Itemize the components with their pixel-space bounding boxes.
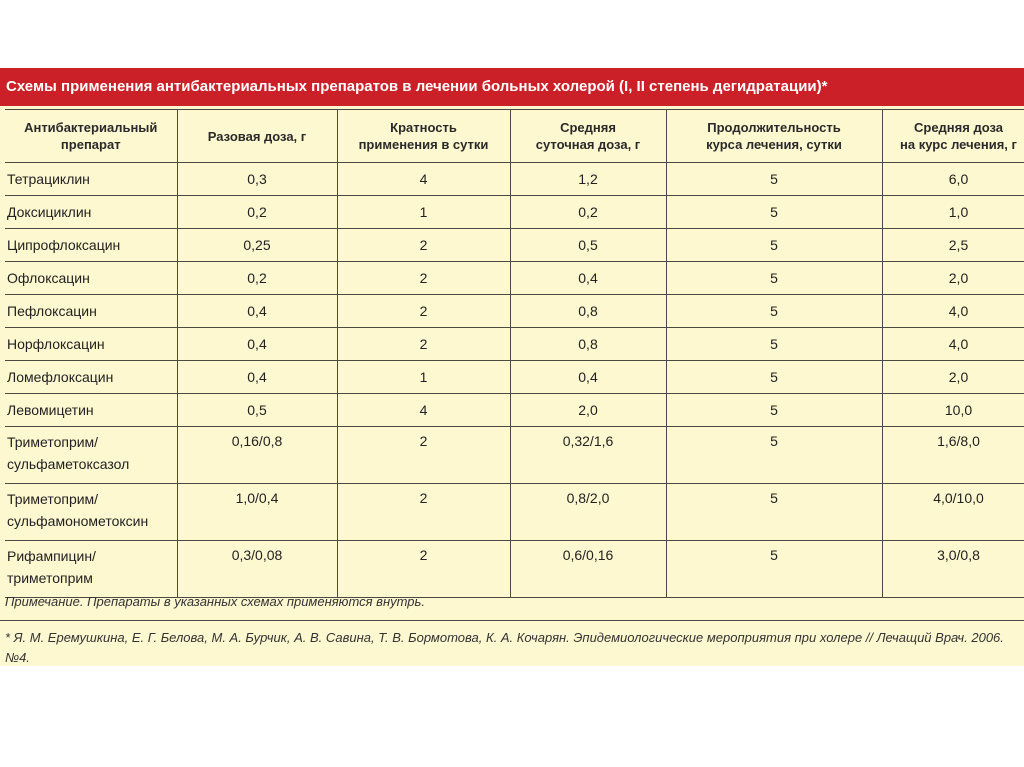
course-dose: 1,6/8,0 [882,427,1024,484]
course-dose: 1,0 [882,196,1024,229]
daily-dose: 0,8 [510,328,666,361]
drug-name: Ломефлоксацин [5,361,177,394]
table-row [5,394,1024,427]
frequency: 2 [337,484,510,541]
course-dose: 2,5 [882,229,1024,262]
course-dose: 2,0 [882,361,1024,394]
frequency: 1 [337,361,510,394]
single-dose: 0,3 [177,163,337,196]
table-row [5,163,1024,196]
duration: 5 [666,361,882,394]
table-row [5,295,1024,328]
course-dose: 6,0 [882,163,1024,196]
single-dose: 0,5 [177,394,337,427]
frequency: 2 [337,295,510,328]
drug-name: Офлоксацин [5,262,177,295]
antibiotic-table [5,109,1024,598]
drug-name: Триметоприм/ сульфаметоксазол [5,427,177,484]
single-dose: 0,4 [177,328,337,361]
table-row [5,541,1024,598]
single-dose: 0,16/0,8 [177,427,337,484]
table-row [5,484,1024,541]
table-note: Примечание. Препараты в указанных схемах применяются внутрь. [5,594,425,609]
frequency: 2 [337,541,510,598]
course-dose: 10,0 [882,394,1024,427]
daily-dose: 0,8 [510,295,666,328]
daily-dose: 0,32/1,6 [510,427,666,484]
daily-dose: 0,4 [510,262,666,295]
daily-dose: 0,2 [510,196,666,229]
col-header-drug: Антибактериальный препарат [5,110,177,163]
course-dose: 4,0/10,0 [882,484,1024,541]
table-header-row [5,110,1024,163]
daily-dose: 2,0 [510,394,666,427]
table-row [5,262,1024,295]
drug-name: Пефлоксацин [5,295,177,328]
table-row [5,361,1024,394]
duration: 5 [666,262,882,295]
drug-name: Триметоприм/ сульфамонометоксин [5,484,177,541]
table-row [5,328,1024,361]
drug-name: Тетрациклин [5,163,177,196]
duration: 5 [666,427,882,484]
course-dose: 4,0 [882,328,1024,361]
course-dose: 3,0/0,8 [882,541,1024,598]
duration: 5 [666,328,882,361]
daily-dose: 0,8/2,0 [510,484,666,541]
single-dose: 0,4 [177,361,337,394]
frequency: 1 [337,196,510,229]
drug-name: Левомицетин [5,394,177,427]
drug-name: Доксициклин [5,196,177,229]
duration: 5 [666,196,882,229]
duration: 5 [666,229,882,262]
duration: 5 [666,295,882,328]
duration: 5 [666,394,882,427]
col-header-duration: Продолжительность курса лечения, сутки [666,110,882,163]
table-title: Схемы применения антибактериальных препаратов в лечении больных холерой (I, II степень дегидратации)* [0,68,1024,106]
table-row [5,427,1024,484]
duration: 5 [666,541,882,598]
duration: 5 [666,484,882,541]
frequency: 4 [337,394,510,427]
single-dose: 1,0/0,4 [177,484,337,541]
frequency: 2 [337,328,510,361]
table-document [0,68,1024,666]
table-row [5,196,1024,229]
source-reference: * Я. М. Еремушкина, Е. Г. Белова, М. А. Бурчик, А. В. Савина, Т. В. Бормотова, К. А. Кочарян. Эпидемиологические мероприятия при холере // Лечащий Врач. 2006. №4. [5,630,1004,665]
table-row [5,229,1024,262]
single-dose: 0,2 [177,262,337,295]
course-dose: 2,0 [882,262,1024,295]
drug-name: Рифампицин/ триметоприм [5,541,177,598]
single-dose: 0,25 [177,229,337,262]
daily-dose: 0,6/0,16 [510,541,666,598]
daily-dose: 1,2 [510,163,666,196]
duration: 5 [666,163,882,196]
daily-dose: 0,5 [510,229,666,262]
col-header-single-dose: Разовая доза, г [177,110,337,163]
single-dose: 0,2 [177,196,337,229]
drug-name: Норфлоксацин [5,328,177,361]
col-header-frequency: Кратность применения в сутки [337,110,510,163]
divider [0,620,1024,621]
drug-name: Ципрофлоксацин [5,229,177,262]
daily-dose: 0,4 [510,361,666,394]
frequency: 2 [337,229,510,262]
course-dose: 4,0 [882,295,1024,328]
col-header-course-dose: Средняя доза на курс лечения, г [882,110,1024,163]
frequency: 2 [337,427,510,484]
frequency: 2 [337,262,510,295]
single-dose: 0,4 [177,295,337,328]
frequency: 4 [337,163,510,196]
col-header-daily-dose: Средняя суточная доза, г [510,110,666,163]
single-dose: 0,3/0,08 [177,541,337,598]
